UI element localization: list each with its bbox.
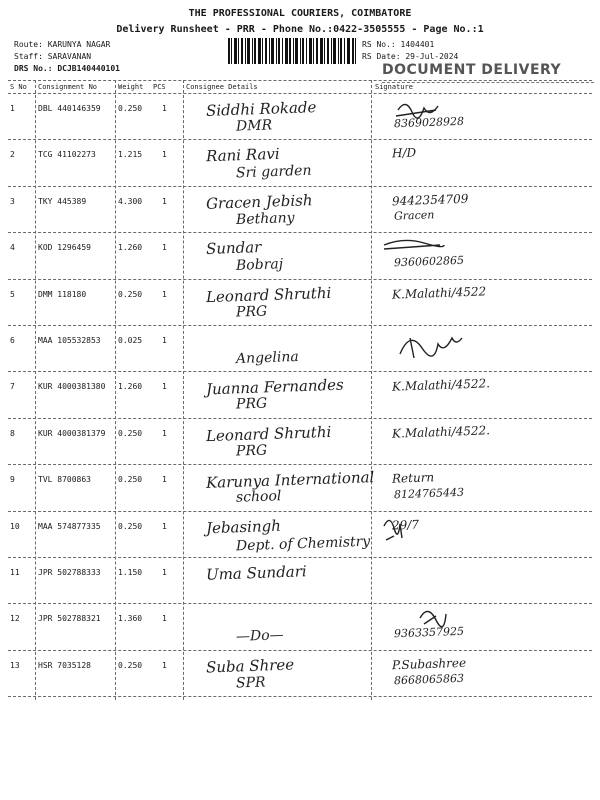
rs-no-label: RS No.: (362, 40, 396, 49)
cell-pcs: 1 (162, 336, 167, 345)
consignee-handwriting-line2: SPR (235, 674, 266, 692)
col-header-consignee: Consignee Details (186, 83, 258, 91)
cell-pcs: 1 (162, 521, 167, 531)
col-header-consignment: Consignment No (38, 83, 98, 91)
staff-label: Staff: (14, 52, 43, 61)
cell-sno: 11 (10, 568, 20, 577)
signature-scribble (0, 326, 600, 370)
row-divider (8, 696, 592, 697)
consignee-handwriting-line2: Bobraj (235, 256, 284, 275)
table-row (0, 558, 600, 602)
cell-pcs: 1 (162, 475, 167, 485)
cell-pcs: 1 (162, 660, 167, 670)
cell-pcs: 1 (162, 568, 167, 577)
signature-handwriting-line1: K.Malathi/4522. (391, 376, 491, 395)
cell-weight: 1.150 (118, 568, 143, 577)
route-value: KARUNYA NAGAR (47, 40, 111, 49)
table-row (0, 465, 600, 509)
consignee-handwriting-line2: PRG (235, 442, 268, 460)
cell-pcs: 1 (162, 150, 167, 160)
table-row (0, 512, 600, 556)
cell-pcs: 1 (162, 428, 167, 438)
signature-handwriting-line2: Gracen (393, 208, 435, 223)
table-row (0, 280, 600, 324)
table-row (0, 94, 600, 138)
drs-label: DRS No.: (14, 64, 53, 73)
consignee-handwriting-line1: Uma Sundari (205, 562, 307, 584)
cell-weight: 0.250 (118, 104, 143, 113)
rs-no-line (362, 40, 434, 49)
consignee-handwriting-line2: Dept. of Chemistry (235, 533, 371, 554)
consignee-handwriting-line2: school (235, 488, 282, 506)
cell-sno: 10 (10, 521, 20, 531)
signature-handwriting-line1: K.Malathi/4522. (391, 423, 491, 441)
cell-consignment: JPR 502788333 (38, 568, 101, 577)
staff-value: SARAVANAN (47, 52, 92, 61)
table-row (0, 187, 600, 231)
cell-consignment: MAA 105532853 (38, 336, 101, 345)
cell-consignment: HSR 7035128 (38, 660, 91, 670)
cell-pcs: 1 (162, 104, 167, 113)
table-row (0, 651, 600, 695)
cell-pcs: 1 (162, 243, 167, 253)
consignee-handwriting-line1: Gracen Jebish (205, 190, 313, 213)
consignee-handwriting-line1: Leonard Shruthi (205, 422, 332, 445)
col-header-weight: Weight (118, 83, 144, 91)
signature-handwriting-line1: P.Subashree (391, 655, 467, 673)
consignee-handwriting-line1: Rani Ravi (205, 145, 280, 166)
cell-sno: 8 (10, 428, 15, 438)
cell-pcs: 1 (162, 196, 167, 206)
cell-pcs: 1 (162, 382, 167, 392)
company-title: THE PROFESSIONAL COURIERS, COIMBATORE (188, 8, 412, 19)
signature-handwriting-line2: 8124765443 (393, 485, 465, 502)
signature-handwriting-line2: 9360602865 (393, 253, 465, 270)
consignee-handwriting-line2: Sri garden (235, 163, 312, 182)
route-label: Route: (14, 40, 43, 49)
cell-sno: 9 (10, 475, 15, 485)
signature-handwriting-line2: 8369028928 (393, 114, 465, 131)
col-header-signature: Signature (375, 83, 413, 91)
cell-consignment: TVL 8700863 (38, 475, 91, 485)
cell-consignment: MAA 574877335 (38, 521, 101, 531)
cell-consignment: DBL 440146359 (38, 104, 101, 113)
consignee-handwriting-line1: Siddhi Rokade (205, 98, 317, 120)
cell-sno: 4 (10, 243, 15, 253)
cell-consignment: JPR 502788321 (38, 614, 101, 624)
consignee-handwriting-line2: Bethany (235, 209, 295, 228)
rs-no-value: 1404401 (400, 40, 435, 49)
signature-handwriting-line1: K.Malathi/4522 (391, 283, 487, 302)
table-row (0, 604, 600, 648)
cell-consignment: KUR 4000381380 (38, 382, 106, 392)
cell-pcs: 1 (162, 289, 167, 299)
runsheet-title: Delivery Runsheet - PRR - Phone No.:0422-3505555 - Page No.:1 (116, 24, 484, 35)
table-top-rule (8, 80, 592, 81)
table-row (0, 419, 600, 463)
cell-weight: 1.260 (118, 382, 143, 392)
staff-line (14, 52, 91, 61)
route-line (14, 40, 110, 49)
cell-weight: 1.215 (118, 150, 143, 160)
cell-weight: 0.250 (118, 475, 143, 485)
signature-scribble (0, 512, 600, 556)
cell-consignment: TCG 41102273 (38, 150, 96, 160)
cell-consignment: TKY 445389 (38, 196, 87, 206)
rs-date-line (362, 52, 458, 61)
cell-pcs: 1 (162, 614, 167, 624)
cell-weight: 1.360 (118, 614, 143, 624)
table-row (0, 372, 600, 416)
signature-scribble (0, 94, 600, 138)
barcode (228, 38, 356, 64)
signature-handwriting-line1: Return (391, 470, 435, 486)
cell-consignment: DMM 118180 (38, 289, 87, 299)
consignee-handwriting-line2: PRG (235, 303, 268, 321)
cell-weight: 0.250 (118, 521, 143, 531)
cell-sno: 1 (10, 104, 15, 113)
cell-weight: 0.250 (118, 660, 143, 670)
cell-weight: 4.300 (118, 196, 143, 206)
signature-handwriting-line1: 29/7 (391, 517, 420, 533)
cell-consignment: KUR 4000381379 (38, 428, 106, 438)
rs-date-label: RS Date: (362, 52, 401, 61)
cell-weight: 0.250 (118, 428, 143, 438)
consignee-handwriting-line1: Sundar (205, 238, 262, 259)
rs-date-value: 29-Jul-2024 (405, 52, 459, 61)
signature-scribble (0, 604, 600, 648)
table-row (0, 326, 600, 370)
cell-sno: 5 (10, 289, 15, 299)
table-row (0, 233, 600, 277)
consignee-handwriting-line1: Karunya International (205, 468, 375, 493)
cell-consignment: KOD 1296459 (38, 243, 91, 253)
col-header-pcs: PCS (153, 83, 166, 91)
signature-handwriting-line1: H/D (391, 145, 417, 161)
cell-sno: 12 (10, 614, 20, 624)
cell-sno: 2 (10, 150, 15, 160)
consignee-handwriting-line1: Jebasingh (205, 516, 282, 537)
consignee-handwriting-line1: Leonard Shruthi (205, 283, 332, 306)
cell-weight: 1.260 (118, 243, 143, 253)
consignee-handwriting-line1: Juanna Fernandes (205, 375, 345, 399)
document-delivery-stamp: DOCUMENT DELIVERY (382, 62, 594, 83)
consignee-handwriting-line1: Suba Shree (205, 655, 295, 677)
consignee-handwriting-line2: Angelina (235, 348, 299, 368)
signature-handwriting-line2: 8668065863 (393, 671, 465, 688)
drs-line (14, 64, 120, 73)
cell-weight: 0.250 (118, 289, 143, 299)
cell-sno: 3 (10, 196, 15, 206)
cell-weight: 0.025 (118, 336, 143, 345)
drs-value: DCJB140440101 (57, 64, 120, 73)
signature-handwriting-line1: 9442354709 (391, 191, 469, 209)
signature-scribble (0, 233, 600, 277)
col-header-sno: S No (10, 83, 27, 91)
signature-handwriting-line2: 9363357925 (393, 625, 465, 641)
table-row (0, 140, 600, 184)
consignee-handwriting-line2: DMR (235, 117, 273, 135)
consignee-handwriting-line2: —Do— (235, 627, 284, 646)
consignee-handwriting-line2: PRG (235, 395, 268, 413)
cell-sno: 13 (10, 660, 20, 670)
cell-sno: 6 (10, 336, 15, 345)
cell-sno: 7 (10, 382, 15, 392)
